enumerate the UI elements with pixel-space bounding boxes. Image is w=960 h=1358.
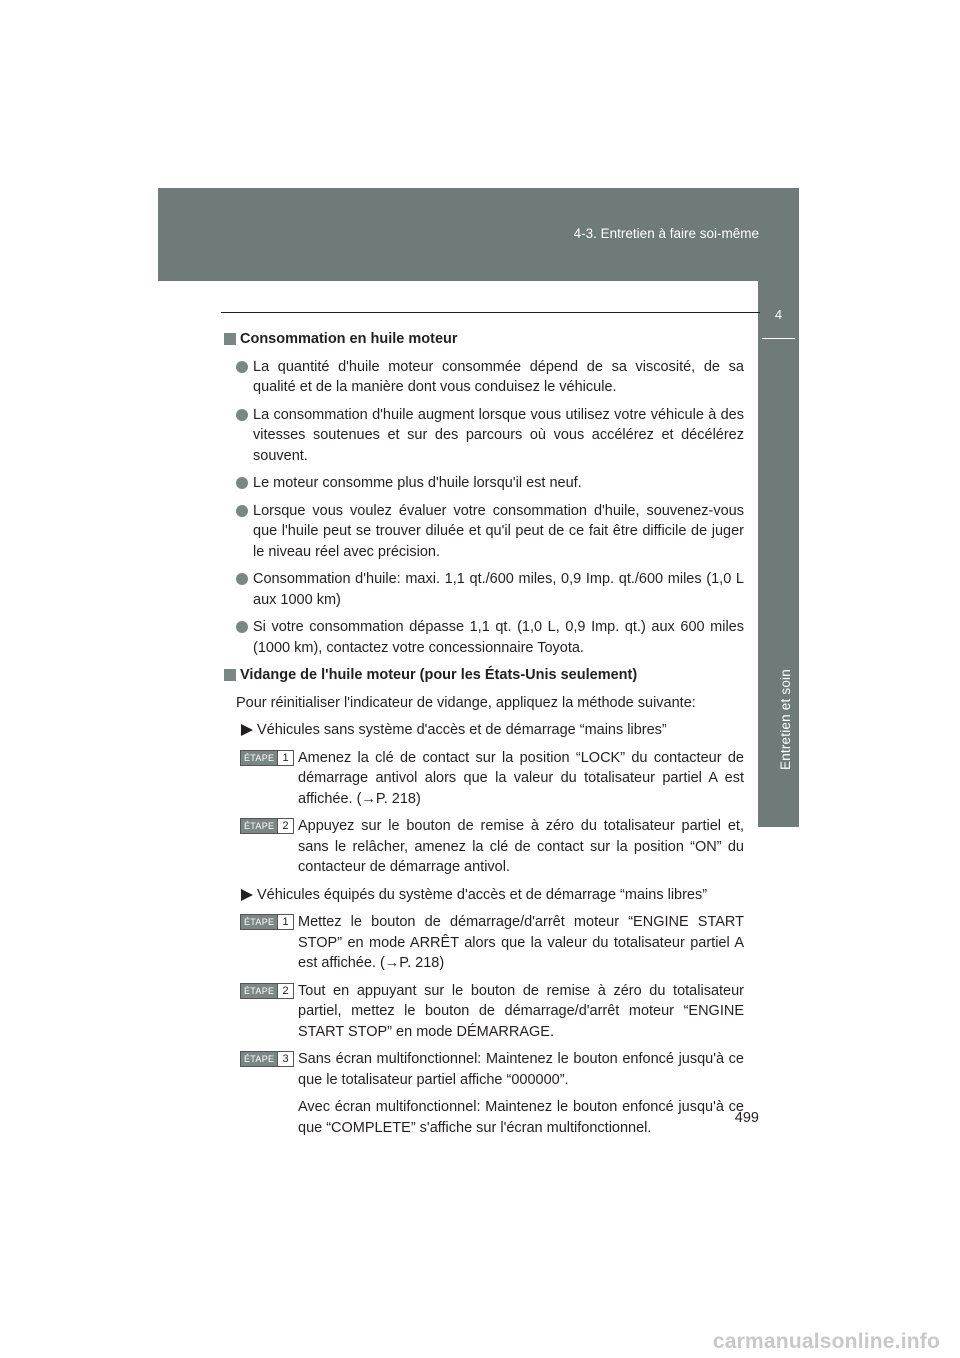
top-rule xyxy=(221,312,760,313)
triangle-arrow-icon xyxy=(241,724,253,736)
step-badge xyxy=(240,750,294,766)
step-badge xyxy=(240,983,294,999)
bullet-text: Consommation d'huile: maxi. 1,1 qt./600 miles, 0,9 Imp. qt./600 miles (1,0 L aux 1000 km) xyxy=(253,571,744,608)
triangle-arrow-icon xyxy=(241,889,253,901)
group-heading-text: Véhicules sans système d'accès et de démarrage “mains libres” xyxy=(257,722,667,738)
group-heading-text: Véhicules équipés du système d'accès et de démarrage “mains libres” xyxy=(257,886,708,903)
step-badge xyxy=(240,914,294,930)
list-item xyxy=(224,569,744,610)
round-bullet-icon xyxy=(236,621,248,633)
round-bullet-icon xyxy=(236,573,248,585)
bullet-text: La consommation d'huile augment lorsque vous utilisez votre véhicule à des vitesses soutenues et sur des parcours où vous accélérez et décélérez souvent. xyxy=(253,406,744,464)
watermark xyxy=(0,1322,960,1358)
page-number: 499 xyxy=(734,1110,759,1126)
step-item xyxy=(224,981,744,1043)
page-content xyxy=(224,329,744,1145)
step-badge-label: ÉTAPE xyxy=(241,751,277,765)
step-badge-label: ÉTAPE xyxy=(241,915,277,929)
intro-text: Pour réinitialiser l'indicateur de vidange, appliquez la méthode suivante: xyxy=(236,694,696,711)
step-text: Sans écran multifonctionnel: Maintenez le bouton enfoncé jusqu'à ce que le totalisateur partiel affiche “000000”. xyxy=(298,1051,744,1088)
step-text: Mettez le bouton de démarrage/d'arrêt moteur “ENGINE START STOP” en mode ARRÊT alors que la valeur du totalisateur partiel A est affichée. (→P. 218) xyxy=(298,914,744,971)
chapter-number: 4 xyxy=(774,307,783,322)
step-item xyxy=(224,1049,744,1090)
step-badge xyxy=(240,1051,294,1067)
section-title xyxy=(224,329,744,350)
list-item xyxy=(224,473,744,494)
step-badge-number: 1 xyxy=(277,915,293,929)
round-bullet-icon xyxy=(236,409,248,421)
bullet-text: Le moteur consomme plus d'huile lorsqu'il est neuf. xyxy=(253,475,582,491)
side-tab-divider xyxy=(762,338,795,339)
round-bullet-icon xyxy=(236,477,248,489)
group-heading xyxy=(224,720,744,741)
step-badge-number: 1 xyxy=(277,751,293,765)
step-item xyxy=(224,816,744,878)
step-badge-label: ÉTAPE xyxy=(241,984,277,998)
round-bullet-icon xyxy=(236,361,248,373)
step-text: Tout en appuyant sur le bouton de remise à zéro du totalisateur partiel, mettez le bouton de démarrage/d'arrêt moteur “ENGINE START STOP” en mode DÉMARRAGE. xyxy=(298,982,744,1040)
step-text: Appuyez sur le bouton de remise à zéro du totalisateur partiel et, sans le relâcher, amenez la clé de contact sur la position “ON” du contacteur de démarrage antivol. xyxy=(298,818,744,875)
bullet-text: Lorsque vous voulez évaluer votre consommation d'huile, souvenez-vous que l'huile peut se trouver diluée et qu'il peut de ce fait être difficile de juger le niveau réel avec précision. xyxy=(253,502,744,560)
step-badge-number: 2 xyxy=(277,819,293,833)
section-title xyxy=(224,665,744,686)
chapter-label: Entretien et soin xyxy=(778,669,793,770)
list-item xyxy=(224,501,744,563)
list-item xyxy=(224,617,744,658)
step-item xyxy=(224,748,744,810)
round-bullet-icon xyxy=(236,505,248,517)
list-item xyxy=(224,405,744,467)
square-bullet-icon xyxy=(224,669,236,681)
group-heading xyxy=(224,885,744,906)
step-badge-label: ÉTAPE xyxy=(241,819,277,833)
step-badge-label: ÉTAPE xyxy=(241,1052,277,1066)
section-title-text: Vidange de l'huile moteur (pour les États-Unis seulement) xyxy=(240,667,638,683)
step-badge-number: 3 xyxy=(277,1052,293,1066)
step-badge xyxy=(240,818,294,834)
bullet-text: Si votre consommation dépasse 1,1 qt. (1,0 L, 0,9 Imp. qt.) aux 600 miles (1000 km), contactez votre concessionnaire Toyota. xyxy=(253,619,744,656)
step-text: Amenez la clé de contact sur la position “LOCK” du contacteur de démarrage antivol alors que la valeur du totalisateur partiel A est affichée. (→P. 218) xyxy=(298,749,744,807)
watermark-text: carmanualsonline.info xyxy=(712,1330,940,1353)
section-title-text: Consommation en huile moteur xyxy=(240,331,458,347)
step-item xyxy=(224,912,744,974)
step-extra-text: Avec écran multifonctionnel: Maintenez le bouton enfoncé jusqu'à ce que “COMPLETE” s'affiche sur l'écran multifonctionnel. xyxy=(298,1099,744,1136)
step-badge-number: 2 xyxy=(277,984,293,998)
section-header-title: 4-3. Entretien à faire soi-même xyxy=(573,226,759,241)
bullet-text: La quantité d'huile moteur consommée dépend de sa viscosité, de sa qualité et de la manière dont vous conduisez le véhicule. xyxy=(253,358,744,395)
list-item xyxy=(224,357,744,398)
square-bullet-icon xyxy=(224,333,236,345)
